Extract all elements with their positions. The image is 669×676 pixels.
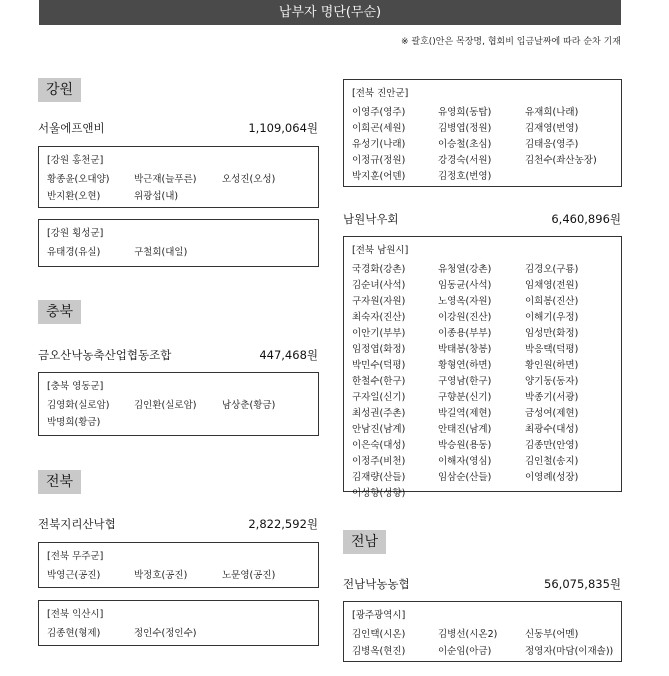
member-name: 최숙자(진산) <box>352 312 406 323</box>
names-grid <box>47 567 310 581</box>
member-name: 금성여(제현) <box>525 408 579 419</box>
member-name: 김인택(시온) <box>352 629 406 640</box>
names-grid <box>47 244 310 258</box>
region-label-jeonbuk: 전북 <box>38 470 81 494</box>
box-namwon <box>343 236 622 499</box>
box-title: [전북 무주군] <box>47 551 104 562</box>
member-name: 국경화(강촌) <box>352 264 406 275</box>
company-name: 금오산낙농축산업협동조합 <box>38 348 172 362</box>
member-name: 위광섭(내) <box>134 191 179 202</box>
company-amount: 2,822,592원 <box>248 517 318 531</box>
box-yeongdong <box>38 372 319 436</box>
member-name: 정인수(정인수) <box>134 628 197 639</box>
member-name: 임동균(사석) <box>438 280 492 291</box>
member-name: 이영례(성장) <box>525 472 579 483</box>
names-grid <box>47 625 310 639</box>
box-title: [광주광역시] <box>352 610 406 621</box>
box-hongcheon <box>38 146 319 208</box>
member-name: 김정호(번영) <box>438 171 492 182</box>
member-name: 양기동(동자) <box>525 376 579 387</box>
company-row-jirisan <box>38 516 318 532</box>
member-name: 황형연(하면) <box>438 360 492 371</box>
member-name: 이종용(부부) <box>438 328 492 339</box>
member-name: 박명희(황금) <box>47 417 101 428</box>
member-name: 유재희(나래) <box>525 107 579 118</box>
member-name: 임삼순(산들) <box>438 472 492 483</box>
member-name: 유태경(유실) <box>47 247 101 258</box>
member-name: 이정규(정원) <box>352 155 406 166</box>
member-name: 황종윤(오대양) <box>47 174 110 185</box>
member-name: 노영옥(자원) <box>438 296 492 307</box>
box-title: [전북 익산시] <box>47 609 104 620</box>
member-name: 안남진(남계) <box>352 424 406 435</box>
company-name: 서울에프앤비 <box>38 121 105 135</box>
member-name: 이해자(영심) <box>438 456 492 467</box>
member-name: 김종현(형제) <box>47 628 101 639</box>
member-name: 이은숙(대성) <box>352 440 406 451</box>
member-name: 유영희(동탑) <box>438 107 492 118</box>
box-title: [충북 영동군] <box>47 381 104 392</box>
member-name: 이희봉(진산) <box>525 296 579 307</box>
company-name: 남원낙우회 <box>343 212 399 226</box>
member-name: 김인철(송지) <box>525 456 579 467</box>
member-name: 김재영(번영) <box>525 123 579 134</box>
company-row-seoul-fnb <box>38 120 318 136</box>
box-hoengseong <box>38 219 319 267</box>
member-name: 김재량(산들) <box>352 472 406 483</box>
company-amount: 1,109,064원 <box>248 121 318 135</box>
member-name: 김병옥(현진) <box>352 646 406 657</box>
member-name: 박응택(덕평) <box>525 344 579 355</box>
box-iksan <box>38 600 319 646</box>
member-name: 최성권(주촌) <box>352 408 406 419</box>
member-name: 김병엽(정원) <box>438 123 492 134</box>
member-name: 박종기(서광) <box>525 392 579 403</box>
member-name: 김인환(실로암) <box>134 400 197 411</box>
member-name: 김영화(실로암) <box>47 400 110 411</box>
member-name: 구영남(한구) <box>438 376 492 387</box>
company-amount: 6,460,896원 <box>551 212 621 226</box>
member-name: 박태봉(창봉) <box>438 344 492 355</box>
box-muju <box>38 542 319 588</box>
member-name: 박근재(늘푸른) <box>134 174 197 185</box>
box-title: [전북 남원시] <box>352 245 409 256</box>
names-grid <box>352 261 613 499</box>
member-name: 구철회(대일) <box>134 247 188 258</box>
member-name: 구자일(신기) <box>352 392 406 403</box>
company-row-jeonnam <box>343 576 621 592</box>
company-name: 전북지리산낙협 <box>38 517 116 531</box>
member-name: 임정엽(화정) <box>352 344 406 355</box>
header-note: ※ 괄호()안은 목장명, 협회비 입금날짜에 따라 순차 기재 <box>400 37 621 47</box>
member-name: 신동부(어멘) <box>525 629 579 640</box>
company-name: 전남낙농농협 <box>343 577 410 591</box>
box-title: [강원 횡성군] <box>47 228 104 239</box>
member-name: 이승철(초심) <box>438 139 492 150</box>
company-amount: 447,468원 <box>259 348 318 362</box>
box-title: [전북 진안군] <box>352 88 409 99</box>
member-name: 최광수(대성) <box>525 424 579 435</box>
member-name: 이순임(아금) <box>438 646 492 657</box>
member-name: 박길역(제현) <box>438 408 492 419</box>
member-name: 박민수(덕평) <box>352 360 406 371</box>
names-grid <box>352 626 613 657</box>
member-name: 이강원(진산) <box>438 312 492 323</box>
member-name: 박영근(공진) <box>47 570 101 581</box>
region-label-gangwon: 강원 <box>38 78 81 102</box>
company-row-namwon <box>343 211 621 227</box>
member-name: 정영자(마담(이재솔)) <box>525 646 614 657</box>
member-name: 김순녀(사석) <box>352 280 406 291</box>
member-name: 남상춘(황금) <box>222 400 276 411</box>
page-title-bar <box>39 0 621 25</box>
member-name: 이희곤(세원) <box>352 123 406 134</box>
member-name: 임성만(화정) <box>525 328 579 339</box>
member-name: 박지훈(어덴) <box>352 171 406 182</box>
member-name: 오성진(오성) <box>222 174 276 185</box>
page-title: 납부자 명단(무순) <box>278 5 382 20</box>
names-grid <box>47 397 310 428</box>
member-name: 안태진(남계) <box>438 424 492 435</box>
member-name: 이정주(비천) <box>352 456 406 467</box>
member-name: 구향분(신기) <box>438 392 492 403</box>
box-gwangju <box>343 601 622 662</box>
member-name: 강경숙(서원) <box>438 155 492 166</box>
member-name: 김태응(영주) <box>525 139 579 150</box>
member-name: 이안기(부부) <box>352 328 406 339</box>
company-row-geumosan <box>38 347 318 363</box>
member-name: 박승원(용동) <box>438 440 492 451</box>
member-name: 한철수(한구) <box>352 376 406 387</box>
member-name: 구자원(자원) <box>352 296 406 307</box>
names-grid <box>352 104 613 182</box>
member-name: 이성향(성향) <box>352 488 406 499</box>
member-name: 이영주(영주) <box>352 107 406 118</box>
member-name: 황인원(하면) <box>525 360 579 371</box>
names-grid <box>47 171 310 202</box>
box-jinan <box>343 79 622 187</box>
member-name: 임채영(전원) <box>525 280 579 291</box>
member-name: 김종만(안영) <box>525 440 579 451</box>
member-name: 유성기(나래) <box>352 139 406 150</box>
member-name: 노문영(공진) <box>222 570 276 581</box>
member-name: 이해기(우정) <box>525 312 579 323</box>
member-name: 유청열(강촌) <box>438 264 492 275</box>
member-name: 김병선(시온2) <box>438 629 498 640</box>
member-name: 김천수(좌산농장) <box>525 155 597 166</box>
member-name: 김경오(구룡) <box>525 264 579 275</box>
member-name: 박정호(공진) <box>134 570 188 581</box>
box-title: [강원 홍천군] <box>47 155 104 166</box>
region-label-chungbuk: 충북 <box>38 300 81 324</box>
company-amount: 56,075,835원 <box>544 577 621 591</box>
member-name: 반지환(오현) <box>47 191 101 202</box>
region-label-jeonnam: 전남 <box>343 530 386 554</box>
